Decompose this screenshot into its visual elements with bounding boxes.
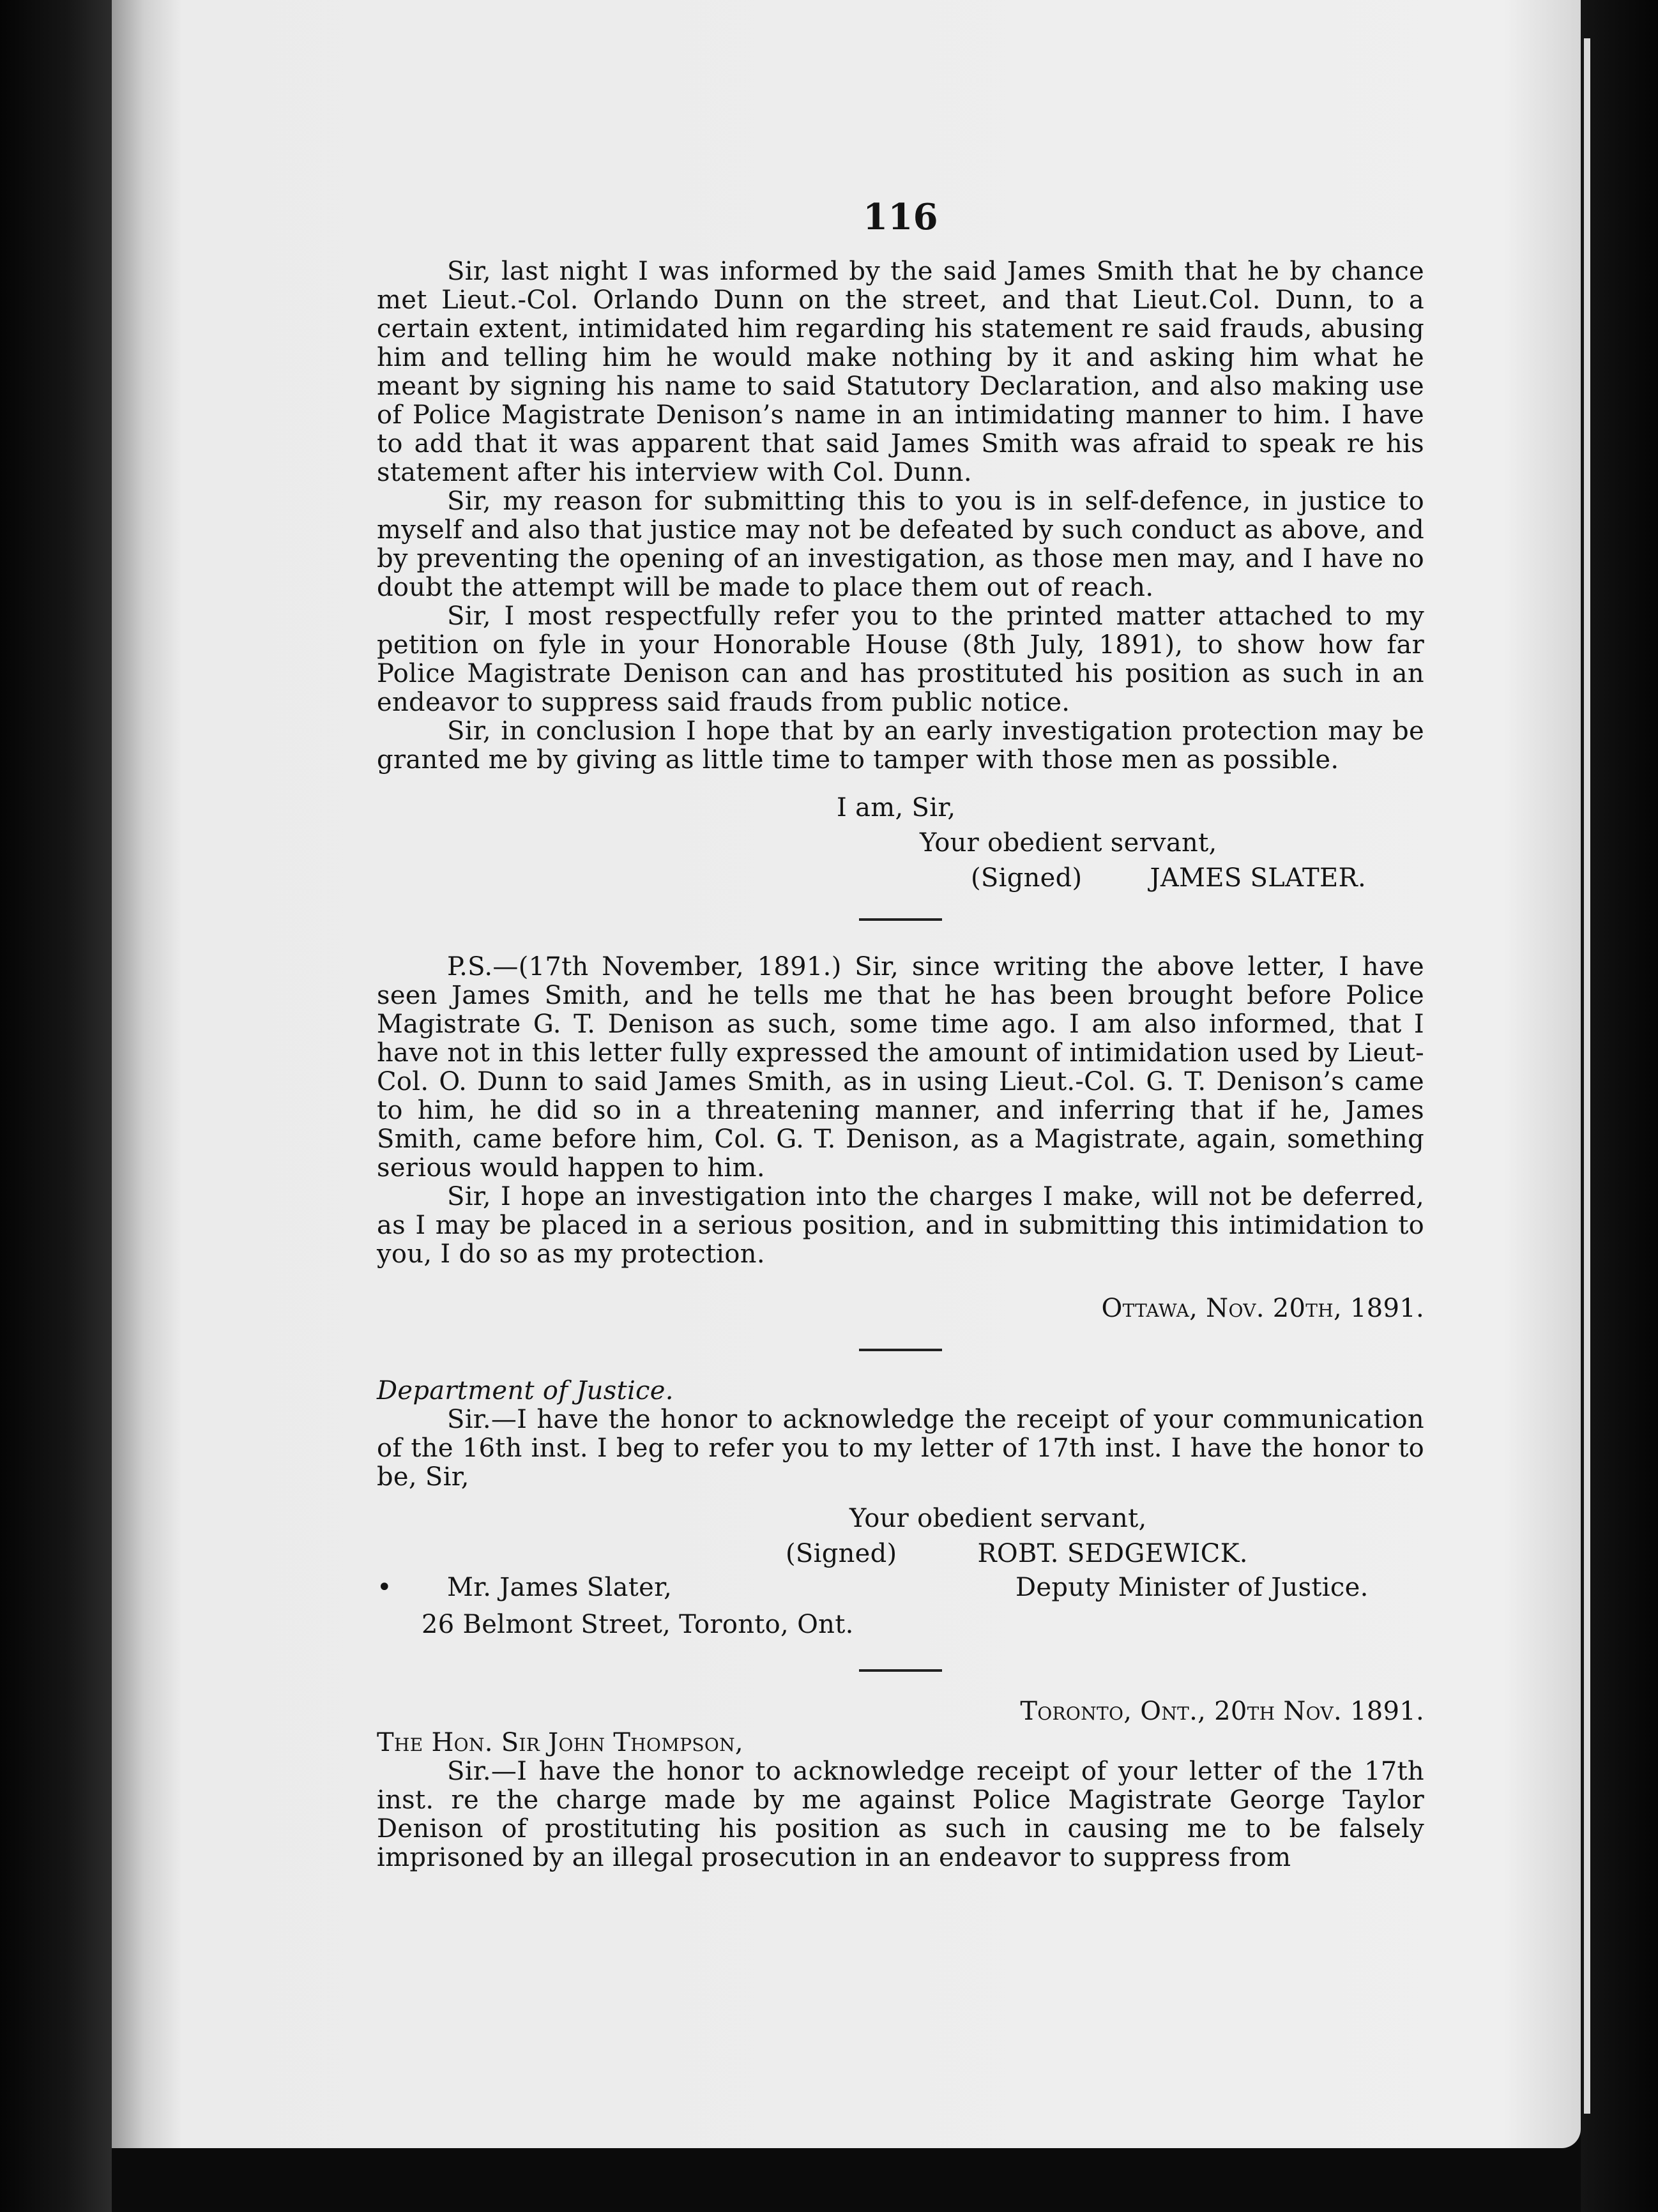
letter1-closing-1: I am, Sir, [837, 793, 956, 822]
letter2-signer: ROBT. SEDGEWICK. [977, 1539, 1248, 1568]
letter2-signer-title: Deputy Minister of Justice. [1015, 1573, 1369, 1602]
letter1-signature-line [971, 864, 1424, 893]
letter3-addressee: The Hon. Sir John Thompson, [377, 1728, 743, 1757]
letter1-signed-label: (Signed) [971, 863, 1083, 893]
letter2-addressee-address: 26 Belmont Street, Toronto, Ont. [422, 1610, 854, 1639]
postscript-paragraph-1: P.S.—(17th November, 1891.) Sir, since writing the above letter, I have seen James Smith, and he tells me that he has been brought before Police Magistrate G. T. Denison as such, some time ago. I am also informed, that I have not in this letter fully expressed the amount of intimidation used by Lieut-Col. O. Dunn to said James Smith, as in using Lieut.-Col. G. T. Denison’s came to him, he did so in a threatening manner, and inferring that if he, James Smith, came before him, Col. G. T. Denison, as a Magistrate, again, something serious would happen to him. [377, 952, 1424, 1183]
bullet-mark: • [377, 1573, 392, 1602]
postscript-paragraph-2: Sir, I hope an investigation into the charges I make, will not be deferred, as I may be placed in a serious position, and in submitting this intimidation to you, I do so as my protection. [377, 1182, 1424, 1269]
letter2-addressee-line [377, 1573, 672, 1602]
postscript-place-date-text: Ottawa, Nov. 20th, 1891. [1101, 1294, 1424, 1323]
next-page-edge [1581, 0, 1658, 2212]
section-divider-3 [859, 1669, 942, 1672]
letter1-paragraph-2: Sir, my reason for submitting this to you is in self-defence, in justice to myself and also that justice may not be defeated by such conduct as above, and by preventing the opening of an investigation, as those men may, and I have no doubt the attempt will be made to place them out of reach. [377, 487, 1424, 602]
letter1-closing-2: Your obedient servant, [920, 828, 1217, 858]
letter2-body: Sir.—I have the honor to acknowledge the receipt of your communication of the 16th inst. I beg to refer you to my letter of 17th inst. I have the honor to be, Sir, [377, 1405, 1424, 1492]
letter1-paragraph-3: Sir, I most respectfully refer you to the printed matter attached to my petition on fyle in your Honorable House (8th July, 1891), to show how far Police Magistrate Denison can and has prostituted his position as such in an endeavor to suppress said frauds from public notice. [377, 602, 1424, 717]
postscript-place-date [377, 1294, 1424, 1323]
letter2-signature-line [786, 1540, 1424, 1568]
section-divider-2 [859, 1349, 942, 1351]
letter2-heading: Department of Justice. [377, 1376, 674, 1405]
section-divider-1 [859, 918, 942, 921]
letter2-address-block [377, 1573, 1424, 1644]
letter2-closing: Your obedient servant, [849, 1504, 1147, 1533]
next-page-sliver [1584, 38, 1590, 2114]
letter3-place-date [377, 1697, 1424, 1726]
letter2-addressee-name: Mr. James Slater, [446, 1573, 673, 1602]
letter2-signed-label: (Signed) [786, 1539, 897, 1568]
letter1-paragraph-4: Sir, in conclusion I hope that by an early investigation protection may be granted me by giving as little time to tamper with those men as possible. [377, 716, 1424, 775]
page-number: 116 [863, 196, 938, 238]
letter3-body: Sir.—I have the honor to acknowledge receipt of your letter of the 17th inst. re the charge made by me against Police Magistrate George Taylor Denison of prostituting his position as such in causing me to be falsely imprisoned by an illegal prosecution in an endeavor to suppress from [377, 1757, 1424, 1872]
letter1-signer: JAMES SLATER. [1150, 863, 1366, 893]
page-content [377, 192, 1424, 1872]
letter3-place-date-text: Toronto, Ont., 20th Nov. 1891. [1020, 1697, 1424, 1726]
book-spine [0, 0, 112, 2212]
letter1-paragraph-1: Sir, last night I was informed by the said James Smith that he by chance met Lieut.-Col. Orlando Dunn on the street, and that Lieut.Col. Dunn, to a certain extent, intimidated him regarding his statement re said frauds, abusing him and telling him he would make nothing by it and asking him what he meant by signing his name to said Statutory Declaration, and also making use of Police Magistrate Denison’s name in an intimidating manner to him. I have to add that it was apparent that said James Smith was afraid to speak re his statement after his interview with Col. Dunn. [377, 257, 1424, 487]
